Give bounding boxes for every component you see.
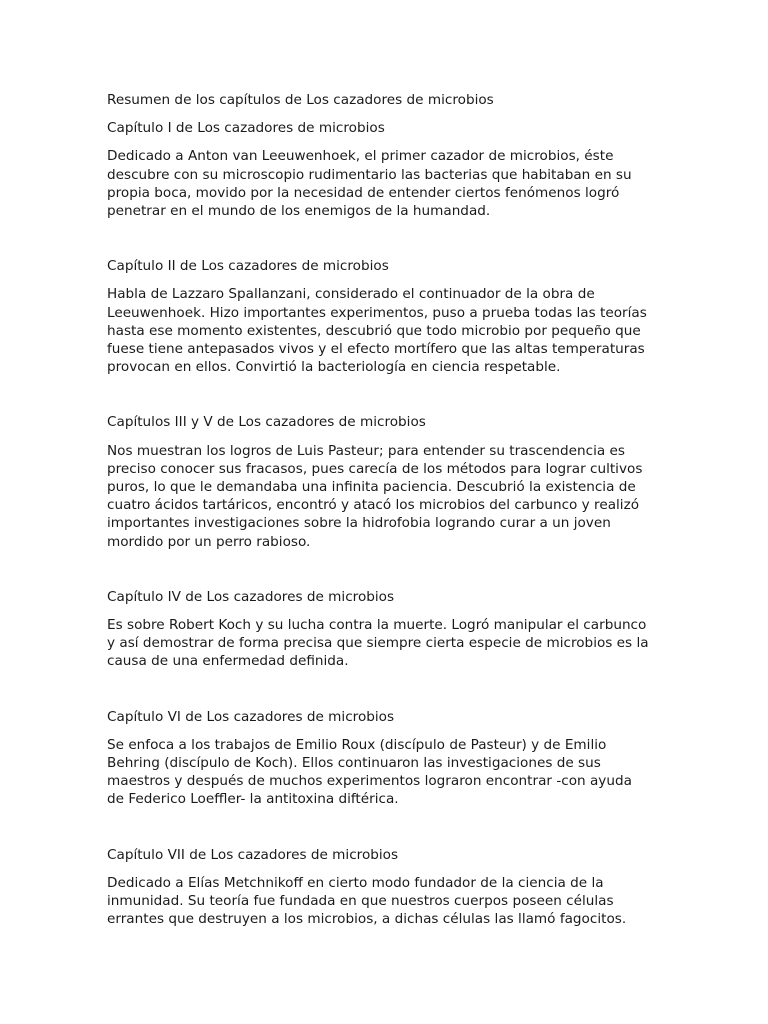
section-capitulos-iii-v xyxy=(107,413,667,550)
paragraph-line: cuatro ácidos tartáricos, encontró y atacó los microbios del carbunco y realizó xyxy=(107,497,640,514)
paragraph-line: fuese tiene antepasados vivos y el efecto mortífero que las altas temperaturas xyxy=(107,341,645,358)
paragraph-line: descubre con su microscopio rudimentario las bacterias que habitaban en su xyxy=(107,166,632,183)
paragraph-line: hasta ese momento existentes, descubrió que todo microbio por pequeño que xyxy=(107,322,641,339)
paragraph-line: causa de una enfermedad definida. xyxy=(107,653,349,670)
paragraph-line: Habla de Lazzaro Spallanzani, considerado el continuador de la obra de xyxy=(107,286,595,303)
section-heading: Capítulo IV de Los cazadores de microbios xyxy=(107,588,395,605)
paragraph-line: Dedicado a Elías Metchnikoff en cierto modo fundador de la ciencia de la xyxy=(107,874,604,891)
section-paragraph xyxy=(107,285,667,376)
section-capitulo-vi xyxy=(107,708,667,809)
paragraph-line: importantes investigaciones sobre la hidrofobia logrando curar a un joven xyxy=(107,515,611,532)
section-capitulo-i xyxy=(107,119,667,220)
paragraph-line: Leeuwenhoek. Hizo importantes experimentos, puso a prueba todas las teorías xyxy=(107,304,647,321)
paragraph-line: penetrar en el mundo de los enemigos de la humandad. xyxy=(107,203,491,220)
paragraph-line: errantes que destruyen a los microbios, a dichas células las llamó fagocitos. xyxy=(107,911,627,928)
paragraph-line: y así demostrar de forma precisa que siempre cierta especie de microbios es la xyxy=(107,635,649,652)
paragraph-line: maestros y después de muchos experimentos lograron encontrar -con ayuda xyxy=(107,773,632,790)
section-paragraph xyxy=(107,147,667,220)
section-heading: Capítulo VI de Los cazadores de microbios xyxy=(107,708,395,725)
section-heading: Capítulos III y V de Los cazadores de microbios xyxy=(107,414,426,431)
paragraph-line: puros, lo que le demandaba una infinita paciencia. Descubrió la existencia de xyxy=(107,479,636,496)
section-heading: Capítulo II de Los cazadores de microbios xyxy=(107,258,389,275)
paragraph-line: de Federico Loeffler- la antitoxina diftérica. xyxy=(107,791,399,808)
document-title: Resumen de los capítulos de Los cazadores de microbios xyxy=(107,92,494,108)
paragraph-line: Es sobre Robert Koch y su lucha contra la muerte. Logró manipular el carbunco xyxy=(107,617,647,634)
paragraph-line: provocan en ellos. Convirtió la bacteriología en ciencia respetable. xyxy=(107,359,561,376)
paragraph-line: propia boca, movido por la necesidad de entender ciertos fenómenos logró xyxy=(107,184,620,201)
paragraph-line: Se enfoca a los trabajos de Emilio Roux (discípulo de Pasteur) y de Emilio xyxy=(107,736,607,753)
paragraph-line: mordido por un perro rabioso. xyxy=(107,533,311,550)
section-capitulo-ii xyxy=(107,257,667,376)
paragraph-line: preciso conocer sus fracasos, pues carecía de los métodos para lograr cultivos xyxy=(107,460,643,477)
paragraph-line: Nos muestran los logros de Luis Pasteur; para entender su trascendencia es xyxy=(107,442,625,459)
section-paragraph xyxy=(107,874,667,929)
paragraph-line: Behring (discípulo de Koch). Ellos continuaron las investigaciones de sus xyxy=(107,755,601,772)
document-body xyxy=(107,91,667,966)
section-paragraph xyxy=(107,736,667,809)
paragraph-line: Dedicado a Anton van Leeuwenhoek, el primer cazador de microbios, éste xyxy=(107,148,614,165)
section-heading: Capítulo VII de Los cazadores de microbios xyxy=(107,846,399,863)
section-paragraph xyxy=(107,616,667,671)
section-capitulo-iv xyxy=(107,588,667,671)
paragraph-line: inmunidad. Su teoría fue fundada en que nuestros cuerpos poseen células xyxy=(107,893,614,910)
section-heading: Capítulo I de Los cazadores de microbios xyxy=(107,120,385,137)
section-paragraph xyxy=(107,442,667,551)
section-capitulo-vii xyxy=(107,846,667,929)
